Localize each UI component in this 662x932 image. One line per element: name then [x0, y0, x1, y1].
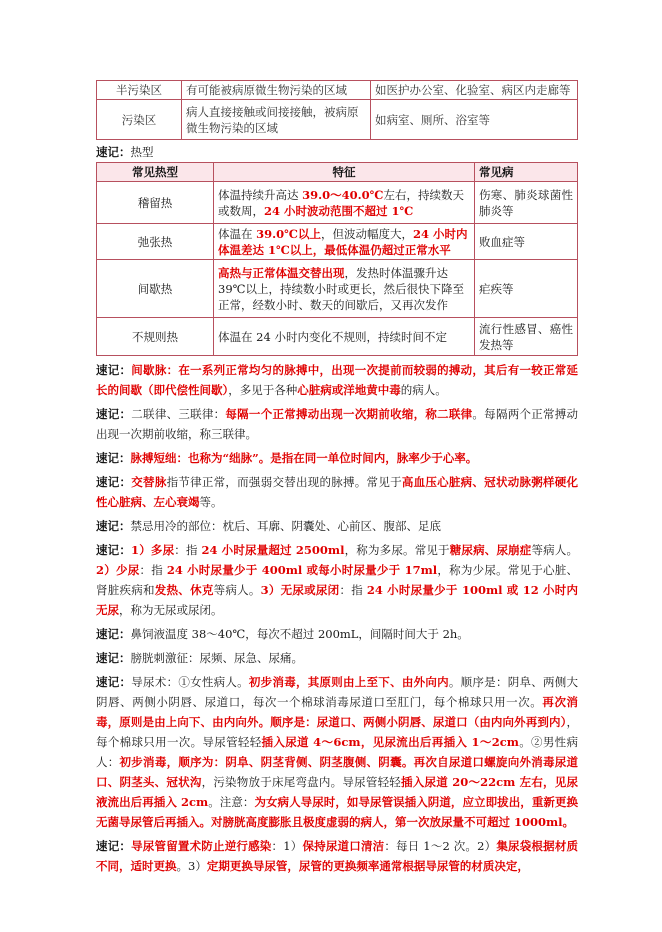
table-row [97, 260, 578, 318]
note-pulse-deficit: 速记：脉搏短绌：也称为“绌脉”。是指在同一单位时间内，脉率少于心率。 [96, 451, 478, 465]
note-intermittent-pulse: 速记：间歇脉：在一系列正常均匀的脉搏中，出现一次提前而较弱的搏动，其后有一较正常延长的间歇（即代偿性间歇），多见于各种心脏病或洋地黄中毒的病人。 [96, 363, 579, 397]
zone-example: 如病室、厕所、浴室等 [371, 100, 578, 140]
fever-disease: 疟疾等 [475, 260, 578, 318]
zone-name: 半污染区 [97, 81, 182, 100]
note-bigeminy: 速记：二联律、三联律：每隔一个正常搏动出现一次期前收缩，称二联律。每隔两个正常搏动出现一次期前收缩，称三联律。 [96, 407, 579, 441]
fever-table [96, 162, 578, 356]
fever-disease: 败血症等 [475, 224, 578, 260]
note-indwelling-catheter: 速记：导尿管留置术防止逆行感染：1）保持尿道口清洁：每日 1～2 次。2）集尿袋根据材质不同，适时更换。3）定期更换导尿管，尿管的更换频率通常根据导尿管的材质决定， [96, 839, 579, 873]
fever-feature: 体温在 39.0℃以上，但波动幅度大，24 小时内体温差达 1℃以上，最低体温仍超过正常水平 [214, 224, 475, 260]
fever-feature: 体温在 24 小时内变化不规则，持续时间不定 [214, 318, 475, 356]
note-bladder-irritation: 速记：膀胱刺激征：尿频、尿急、尿痛。 [96, 651, 303, 665]
note-catheterization: 速记：导尿术：①女性病人。初步消毒，其原则由上至下、由外向内。顺序是：阴阜、两侧大阴唇、两侧小阴唇、尿道口，每次一个棉球消毒尿道口至肛门，每个棉球只用一次。再次消毒，原则是由上向下、由内向外。顺序是：尿道口、两侧小阴唇、尿道口（由内向外再到内），每个棉球只用一次。导尿管轻轻插入尿道 4～6cm，见尿流出后再插入 1～2cm。②男性病人：初步消毒，顺序为：阴阜、阴茎背侧、阴茎腹侧、阴囊。再次自尿道口螺旋向外消毒尿道口、阴茎头、冠状沟，污染物放于床尾弯盘内。导尿管轻轻插入尿道 20～22cm 左右，见尿液流出后再插入 2cm。注意：为女病人导尿时，如导尿管误插入阴道，应立即拔出，重新更换无菌导尿管后再插入。对膀胱高度膨胀且极度虚弱的病人，第一次放尿量不可超过 1000ml。 [96, 675, 579, 829]
zone-desc: 病人直接接触或间接接触，被病原微生物污染的区域 [182, 100, 371, 140]
zone-desc: 有可能被病原微生物污染的区域 [182, 81, 371, 100]
note-nasal-feeding: 速记：鼻饲液温度 38～40℃，每次不超过 200mL，间隔时间大于 2h。 [96, 627, 469, 641]
table-row [97, 318, 578, 356]
table-row [97, 182, 578, 224]
note-label: 速记： [96, 145, 131, 159]
fever-type: 间歇热 [97, 260, 214, 318]
header-cell: 特征 [214, 163, 475, 182]
fever-disease: 伤寒、肺炎球菌性肺炎等 [475, 182, 578, 224]
page [96, 80, 578, 876]
fever-type: 弛张热 [97, 224, 214, 260]
table-row [97, 100, 578, 140]
fever-title: 热型 [130, 145, 154, 159]
zone-name: 污染区 [97, 100, 182, 140]
fever-disease: 流行性感冒、癌性发热等 [475, 318, 578, 356]
note-alternating-pulse: 速记：交替脉指节律正常，而强弱交替出现的脉搏。常见于高血压心脏病、冠状动脉粥样硬化性心脏病、左心衰竭等。 [96, 475, 579, 509]
fever-type: 不规则热 [97, 318, 214, 356]
fever-type: 稽留热 [97, 182, 214, 224]
fever-feature: 高热与正常体温交替出现，发热时体温骤升达 39℃以上，持续数小时或更长，然后很快下降至正常，经数小时、数天的间歇后，又再次发作 [214, 260, 475, 318]
header-cell: 常见热型 [97, 163, 214, 182]
table-header [97, 163, 578, 182]
zone-example: 如医护办公室、化验室、病区内走廊等 [371, 81, 578, 100]
table-row [97, 224, 578, 260]
table-row [97, 81, 578, 100]
note-urine-volume: 速记：1）多尿：指 24 小时尿量超过 2500ml，称为多尿。常见于糖尿病、尿崩症等病人。2）少尿：指 24 小时尿量少于 400ml 或每小时尿量少于 17ml，称为少尿。常见于心脏、肾脏疾病和发热、休克等病人。3）无尿或尿闭：指 24 小时尿量少于 100ml 或 12 小时内无尿，称为无尿或尿闭。 [96, 543, 579, 617]
header-cell: 常见病 [475, 163, 578, 182]
fever-feature: 体温持续升高达 39.0～40.0℃左右，持续数天或数周，24 小时波动范围不超过 1℃ [214, 182, 475, 224]
note-cold-contraindication: 速记：禁忌用冷的部位：枕后、耳廓、阴囊处、心前区、腹部、足底 [96, 519, 441, 533]
fever-note [96, 142, 578, 162]
zone-table [96, 80, 578, 140]
